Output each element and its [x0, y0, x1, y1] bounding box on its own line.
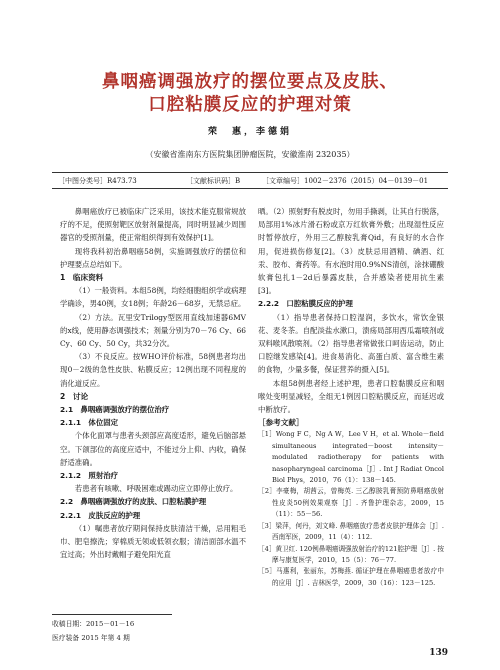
- right-refh-4: ［参考文献］: [258, 418, 304, 428]
- article-title-line2: 口腔粘膜反应的护理对策: [148, 95, 352, 115]
- left-p-11: 若患者有咳嗽、呼吸困难或踢动应立即停止放疗。: [74, 484, 238, 494]
- right-column: [258, 205, 444, 589]
- meta-bottom-rule: [52, 188, 448, 189]
- right-ref-9: ［5］马惠利，张丽东，苏梅燕. 循证护理在鼻咽癌患者放疗中的应用［J］. 吉林医学，2009，30（16）：123－125.: [258, 567, 444, 587]
- left-p-0: 鼻咽癌放疗已被临床广泛采用，该技术能克服常规放疗的不足，使照射靶区放射剂量提高，同时明显减少周围器官的受照剂量，使正常组织得到有效保护[1]。: [60, 207, 246, 243]
- right-p-2: （1）指导患者保持口腔湿润，多饮水，常饮金银花、麦冬茶。自配淡盐水漱口，溃疡局部用西瓜霜喷剂或双料喉风散喷剂。（2）指导患者常做张口呵齿运动，防止口腔继发感染[4]。进食易消化、高蛋白质、富含维生素的食物，少量多餐，保证营养的摄入[5]。: [258, 312, 444, 375]
- left-h1-6: 2 讨论: [60, 391, 89, 401]
- right-ref-7: ［3］梁萍，何丹，刘文峰. 鼻咽癌放疗患者皮肤护理体会［J］. 西南军医，2009，11（4）：112.: [258, 521, 444, 542]
- left-h2-8: 2.1.1 体位固定: [60, 418, 118, 428]
- article-title-line1: 鼻咽癌调强放疗的摆位要点及皮肤、: [102, 72, 398, 92]
- meta-top-rule: [52, 172, 448, 173]
- authors: 荣 惠，李德娟: [207, 127, 292, 137]
- left-column: [60, 205, 246, 561]
- journal-issue: 医疗装备 2015 年第 4 期: [52, 634, 130, 642]
- received-date: 收稿日期：2015－01－16: [52, 620, 135, 628]
- left-p-4: （2）方法。瓦里安Trilogy型医用直线加速器6MV的x线，使用静态调强技术；剂量分别为70－76 Cy、66 Cy、60 Cy、50 Cy，共32分次。: [60, 312, 246, 349]
- left-h2-13: 2.2.1 皮肤反应的护理: [60, 510, 141, 520]
- page-number: 139: [429, 648, 448, 658]
- article-number: ［文章编号］1002－2376（2015）04－0139－01: [262, 177, 429, 185]
- right-p-3: 本组58例患者经上述护理，患者口腔黏膜反应和咽喉处变明显减轻，全组无1例因口腔粘膜反应，而延迟或中断放疗。: [258, 378, 444, 415]
- left-p-1: 现将我科初治鼻咽癌58例，实施调强放疗的摆位和护理要点总结如下。: [60, 246, 246, 269]
- left-p-3: （1）一般资料。本组58例，均经细胞组织学或病理学确诊，男40例，女18例；年龄26－68岁，无禁忌症。: [60, 286, 246, 309]
- right-ref-6: ［2］李豪梅，胡茜云，曾梅英. 三乙醇胺乳膏预防鼻咽癌放射性皮炎50例效果观察［J］. 齐鲁护理杂志，2009，15（11）：55－56.: [258, 487, 444, 519]
- affiliation: （安徽省淮南东方医院集团肿瘤医院，安徽淮南 232035）: [145, 150, 355, 159]
- left-p-14: （1）嘱患者放疗期间保持皮肤清洁干燥，忌用粗毛巾、肥皂擦洗；穿棉质无领或低领衣服；清洁面部水温不宜过高；外出时戴帽子避免阳光直: [60, 523, 246, 560]
- right-ref-5: ［1］Wong F C，Ng A W，Lee V H，et al. Whole－field simultaneous integrated－boost intensity－modulated radiotherapy for patients with nasopharyngeal carcinoma［J］. Int J Radiat Oncol Biol Phys，2010，76（1）：138－145.: [258, 430, 444, 485]
- document-code: ［文献标识码］B: [186, 177, 241, 185]
- right-p0-0: 晒。（2）照射野有脱皮时，勿用手撕剥，让其自行脱落，局部用1%冰片滑石粉或京万红软膏外敷；出现湿性反应时暂停放疗，外用三乙醇胺乳膏Qid，有良好的水合作用，促进损伤修复[2]。（3）皮肤忌用酒精、碘酒、红汞、胶布、膏药等。有水泡时用0.9%NS清创，涂抹硼酸软膏包扎1－2d后暴露皮肤，合并感染者使用抗生素[3]。: [258, 207, 444, 296]
- left-p-9: 个体化面罩与患者头颈部应高度适形，避免后脑部悬空。下颌部位的高度应适中，不能过分上仰、内收，确保舒适准确。: [60, 431, 246, 467]
- left-h2-7: 2.1 鼻咽癌调强放疗的摆位治疗: [60, 405, 170, 415]
- left-h2-12: 2.2 鼻咽癌调强放疗的皮肤、口腔粘膜护理: [60, 497, 207, 507]
- right-h2-1: 2.2.2 口腔粘膜反应的护理: [258, 299, 353, 309]
- clc-number: ［中图分类号］R473.73: [58, 177, 137, 185]
- right-ref-8: ［4］黄卫红. 120例鼻咽癌调强放射治疗的121腔护理［J］. 按摩与康复医学，2010，15（5）：76－77.: [258, 544, 444, 564]
- left-h2-10: 2.1.2 照射治疗: [60, 471, 118, 481]
- footnote-rule: [52, 614, 172, 615]
- left-h1-2: 1 临床资料: [60, 273, 104, 283]
- left-p-5: （3）不良反应。按WHO评价标准，58例患者均出现0－2级的急性皮肤、粘膜反应；12例出现不同程度的消化道反应。: [60, 352, 246, 388]
